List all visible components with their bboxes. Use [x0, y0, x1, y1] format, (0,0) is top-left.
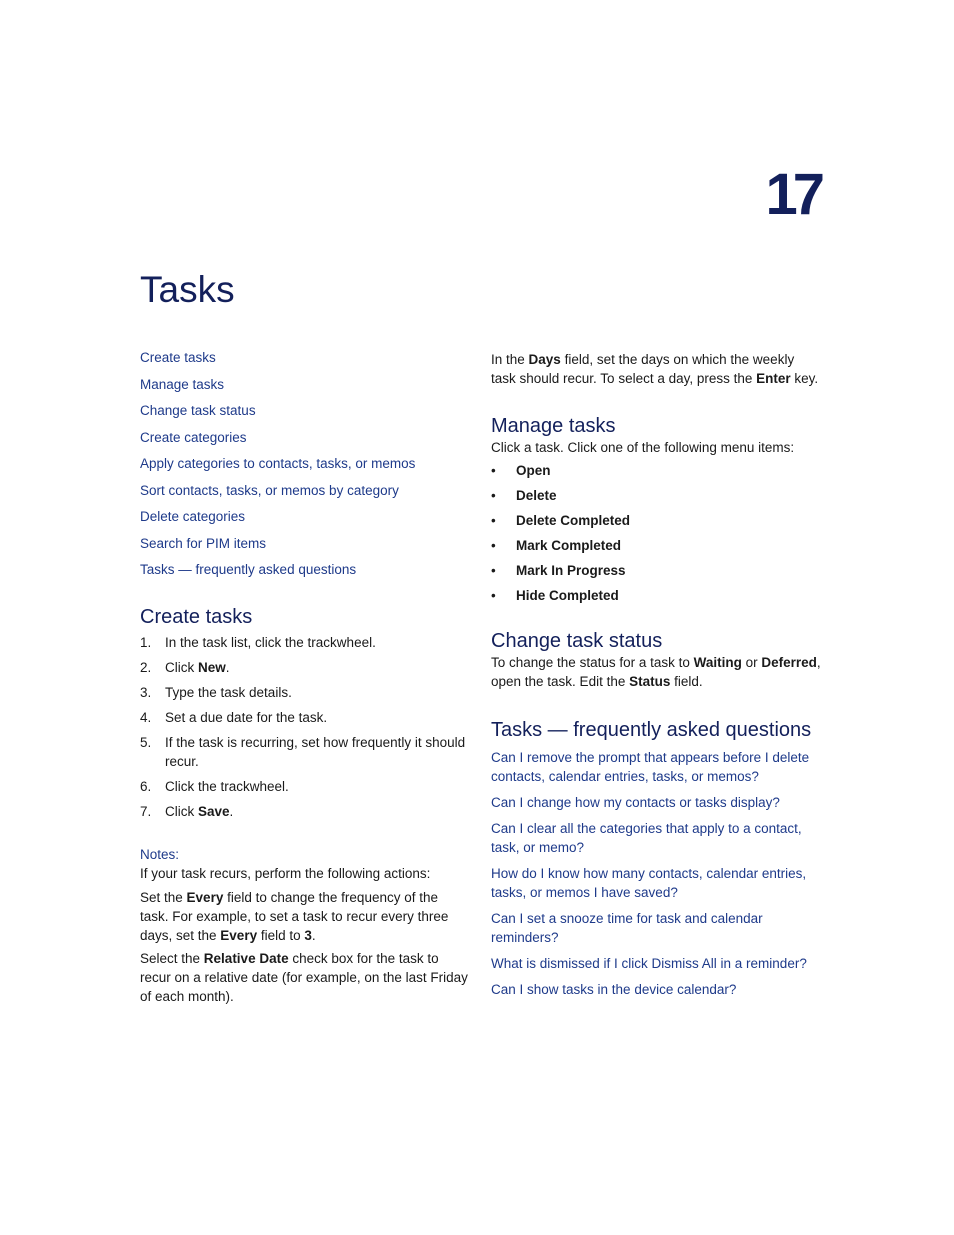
note-bold-term: Every [186, 890, 224, 905]
manage-tasks-menu-list [491, 461, 821, 605]
note-text: key. [790, 371, 819, 386]
toc-link-apply-categories[interactable]: Apply categories to contacts, tasks, or memos [140, 456, 416, 471]
toc-item [140, 507, 470, 526]
status-bold-term: Deferred [761, 655, 817, 670]
faq-list [491, 748, 821, 999]
bullet: • [491, 488, 496, 503]
step-text-end: . [229, 804, 234, 819]
faq-item [491, 909, 821, 947]
step-number: 3. [140, 685, 152, 700]
step-bold-term: New [198, 660, 226, 675]
bullet: • [491, 463, 496, 478]
change-task-status-heading: Change task status [491, 630, 663, 652]
toc-item [140, 481, 470, 500]
create-tasks-heading: Create tasks [140, 606, 253, 628]
faq-item [491, 819, 821, 857]
toc-item [140, 375, 470, 394]
faq-item [491, 748, 821, 786]
page-title: Tasks [140, 269, 235, 310]
toc-item [140, 454, 470, 473]
bullet: • [491, 563, 496, 578]
step-item [140, 633, 470, 652]
note-text: . [311, 928, 316, 943]
bullet: • [491, 538, 496, 553]
faq-item [491, 793, 821, 812]
toc-link-create-tasks[interactable]: Create tasks [140, 350, 216, 365]
toc-link-delete-categories[interactable]: Delete categories [140, 509, 246, 524]
step-item [140, 683, 470, 702]
toc-link-sort-by-category[interactable]: Sort contacts, tasks, or memos by category [140, 482, 399, 498]
note-text: field to [257, 928, 305, 943]
toc-item [140, 428, 470, 447]
step-number: 1. [140, 635, 152, 650]
note-bold-term: 3 [304, 928, 312, 943]
step-text: Type the task details. [165, 685, 292, 700]
bullet: • [491, 588, 496, 603]
note-text: Set the [140, 890, 187, 905]
bullet: • [491, 513, 496, 528]
status-text: field. [670, 674, 703, 689]
menu-item-label: Open [516, 463, 551, 478]
note-text: check box for the task to recur on a relative date (for example, on the last Friday of each month). [140, 951, 468, 1004]
menu-item [491, 536, 821, 555]
faq-item [491, 864, 821, 902]
note-text: field, set the days on which the weekly task should recur. To select a day, press the [491, 352, 795, 386]
step-bold-term: Save [198, 804, 230, 819]
step-text: Set a due date for the task. [165, 710, 328, 725]
menu-item [491, 486, 821, 505]
step-item [140, 777, 470, 796]
faq-link[interactable]: Can I clear all the categories that apply to a contact, task, or memo? [491, 821, 802, 855]
status-text: , open the task. Edit the [491, 655, 821, 689]
step-text: In the task list, click the trackwheel. [165, 635, 376, 650]
menu-item-label: Mark Completed [516, 538, 622, 553]
step-number: 2. [140, 660, 152, 675]
menu-item [491, 511, 821, 530]
toc-item [140, 534, 470, 553]
note-text: In the [491, 352, 529, 367]
step-item [140, 708, 470, 727]
toc-item [140, 401, 470, 420]
manage-tasks-intro: Click a task. Click one of the following menu items: [491, 440, 795, 455]
change-task-status-text [491, 653, 821, 691]
status-text: To change the status for a task to [491, 655, 694, 670]
step-text: Click [165, 660, 198, 675]
note-every [140, 888, 470, 945]
note-bold-term: Days [528, 352, 561, 367]
status-bold-term: Status [629, 674, 671, 689]
right-column [491, 348, 821, 1006]
step-item [140, 733, 470, 771]
status-bold-term: Waiting [693, 655, 742, 670]
note-bold-term: Every [220, 928, 258, 943]
table-of-contents [140, 348, 470, 579]
toc-link-manage-tasks[interactable]: Manage tasks [140, 376, 225, 392]
toc-link-faq[interactable]: Tasks — frequently asked questions [140, 562, 357, 577]
faq-link[interactable]: Can I set a snooze time for task and calendar reminders? [491, 911, 763, 945]
note-bold-term: Relative Date [203, 951, 289, 966]
step-text-end: . [225, 660, 230, 675]
note-days [491, 350, 821, 388]
step-number: 7. [140, 804, 152, 819]
note-text: field to change the frequency of the task. For example, to set a task to recur every three days, set the [140, 890, 449, 943]
note-bold-term: Enter [756, 371, 791, 386]
step-text: Click [165, 804, 198, 819]
toc-item [140, 348, 470, 367]
manage-tasks-heading: Manage tasks [491, 415, 616, 437]
toc-link-search-pim[interactable]: Search for PIM items [140, 535, 267, 551]
note-text: Select the [140, 951, 204, 966]
menu-item-label: Delete Completed [516, 513, 631, 528]
toc-link-create-categories[interactable]: Create categories [140, 429, 247, 445]
step-item [140, 802, 470, 821]
note-relative-date [140, 949, 470, 1006]
faq-item [491, 980, 821, 999]
toc-item [140, 560, 470, 579]
faq-link[interactable]: What is dismissed if I click Dismiss All in a reminder? [491, 956, 807, 971]
step-number: 6. [140, 779, 152, 794]
menu-item [491, 561, 821, 580]
faq-link[interactable]: Can I show tasks in the device calendar? [491, 982, 737, 997]
notes-label: Notes: [140, 847, 180, 862]
faq-item [491, 954, 821, 973]
faq-link[interactable]: Can I change how my contacts or tasks display? [491, 795, 780, 810]
menu-item [491, 586, 821, 605]
step-text: Click the trackwheel. [165, 779, 289, 794]
menu-item-label: Mark In Progress [516, 563, 626, 578]
faq-link[interactable]: How do I know how many contacts, calendar entries, tasks, or memos I have saved? [491, 866, 807, 900]
faq-heading: Tasks — frequently asked questions [491, 719, 812, 741]
step-item [140, 658, 470, 677]
toc-link-change-task-status[interactable]: Change task status [140, 403, 256, 418]
left-column [140, 348, 470, 1006]
chapter-number: 17 [765, 162, 820, 227]
menu-item [491, 461, 821, 480]
step-number: 5. [140, 735, 152, 750]
faq-link[interactable]: Can I remove the prompt that appears before I delete contacts, calendar entries, tasks, or memos? [491, 750, 810, 784]
status-text: or [741, 655, 762, 670]
notes-intro: If your task recurs, perform the following actions: [140, 866, 431, 881]
step-number: 4. [140, 710, 152, 725]
menu-item-label: Hide Completed [516, 588, 619, 603]
create-tasks-steps [140, 633, 470, 821]
step-text: If the task is recurring, set how frequently it should recur. [165, 735, 466, 769]
menu-item-label: Delete [516, 488, 557, 503]
